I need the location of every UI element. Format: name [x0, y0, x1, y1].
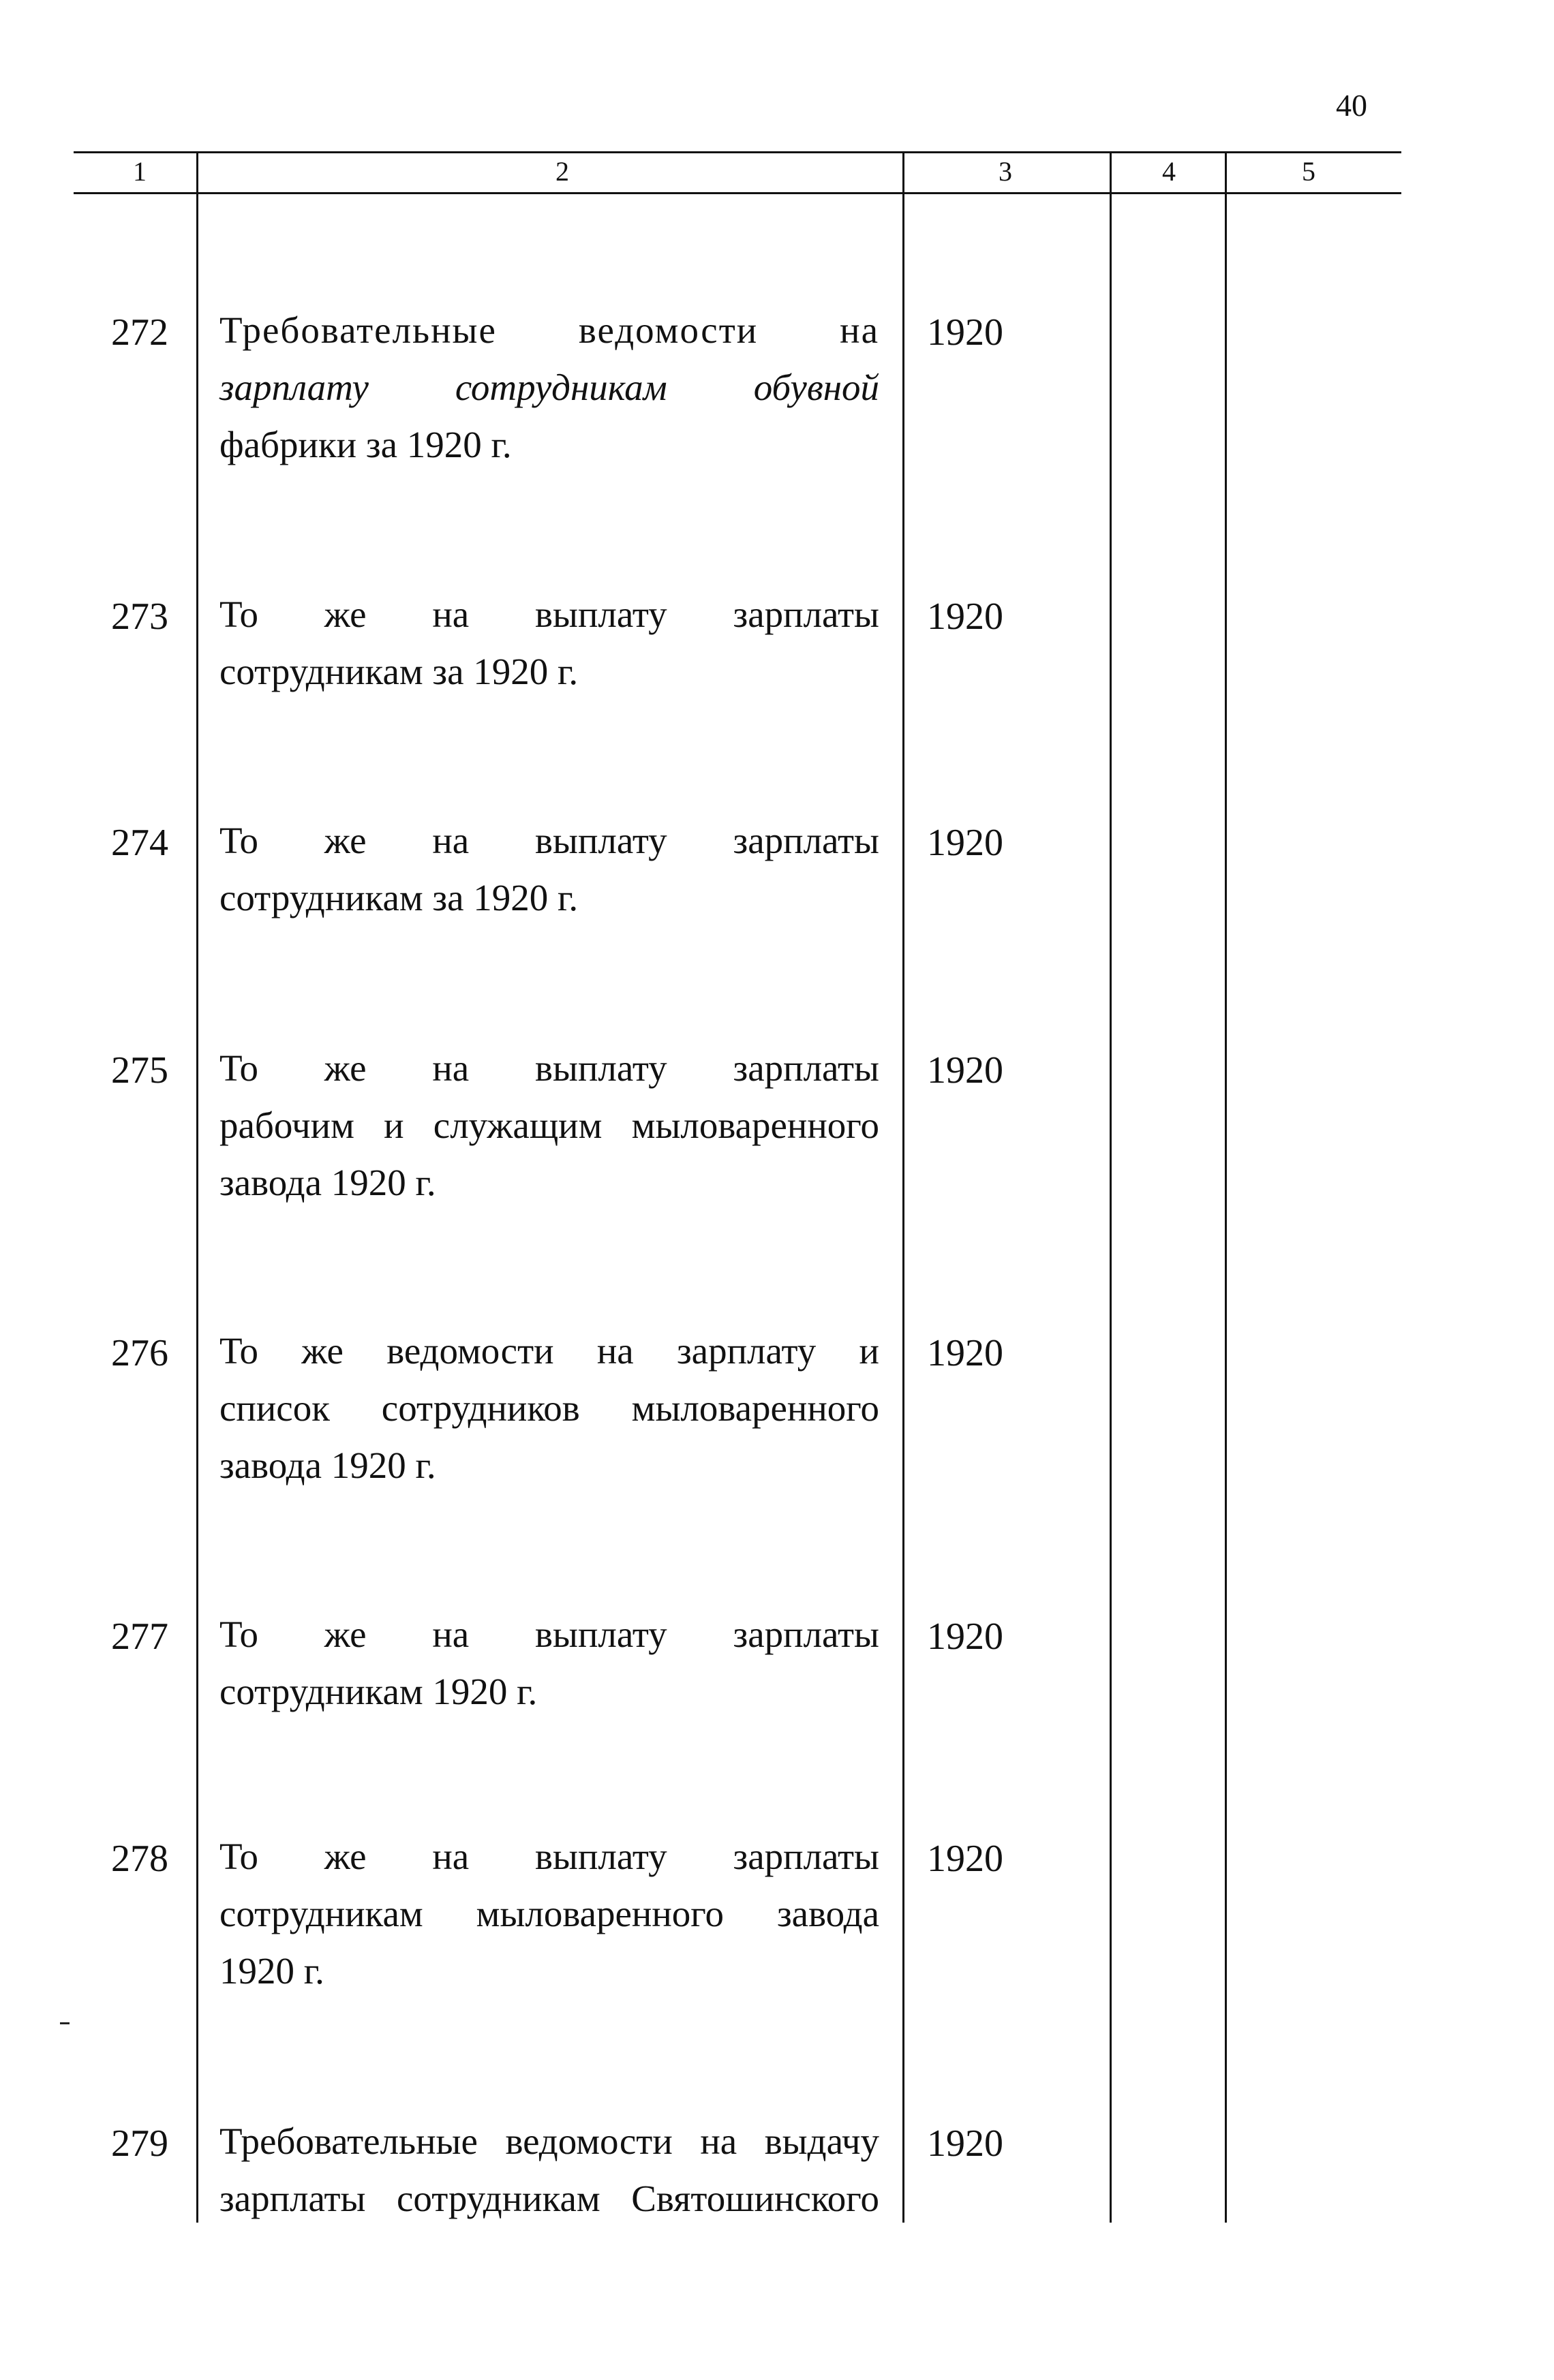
column-header-4: 4 — [1162, 156, 1176, 187]
description-line: То же ведомости на зарплату и — [219, 1330, 879, 1372]
description-line: сотрудникам за 1920 г. — [219, 877, 579, 918]
description-line: То же на выплату зарплаты — [219, 820, 879, 861]
column-header-3: 3 — [999, 156, 1012, 187]
description-line: сотрудникам 1920 г. — [219, 1671, 538, 1712]
row-year: 1920 — [927, 1616, 1003, 1658]
column-header-1: 1 — [133, 156, 147, 187]
table-top-rule — [74, 151, 1401, 153]
row-number: 279 — [111, 2122, 168, 2165]
row-description — [219, 1323, 879, 1494]
page-number: 40 — [1336, 88, 1367, 123]
row-number: 272 — [111, 311, 168, 354]
column-divider-1 — [196, 151, 198, 2223]
column-divider-4 — [1225, 151, 1227, 2223]
description-line: завода 1920 г. — [219, 1444, 436, 1486]
row-number: 278 — [111, 1838, 168, 1880]
row-year: 1920 — [927, 596, 1003, 638]
row-number: 275 — [111, 1049, 168, 1092]
row-year: 1920 — [927, 1332, 1003, 1374]
row-number: 276 — [111, 1332, 168, 1374]
row-year: 1920 — [927, 822, 1003, 864]
description-line: зарплаты сотрудникам Святошинского — [219, 2178, 879, 2219]
description-line: Требовательные ведомости на — [219, 309, 879, 351]
row-year: 1920 — [927, 311, 1003, 354]
row-number: 273 — [111, 596, 168, 638]
column-divider-2 — [902, 151, 904, 2223]
scan-mark — [60, 2022, 70, 2024]
description-line: То же на выплату зарплаты — [219, 1613, 879, 1655]
description-line: зарплату сотрудникам обувной — [219, 367, 879, 408]
description-line: Требовательные ведомости на выдачу — [219, 2120, 879, 2162]
row-number: 274 — [111, 822, 168, 864]
row-number: 277 — [111, 1616, 168, 1658]
row-year: 1920 — [927, 1049, 1003, 1092]
description-line: рабочим и служащим мыловаренного — [219, 1104, 879, 1146]
row-description — [219, 1040, 879, 1211]
description-line: сотрудникам за 1920 г. — [219, 651, 579, 692]
row-description — [219, 1828, 879, 2000]
description-line: То же на выплату зарплаты — [219, 1047, 879, 1089]
column-divider-3 — [1110, 151, 1112, 2223]
row-year: 1920 — [927, 1838, 1003, 1880]
row-year: 1920 — [927, 2122, 1003, 2165]
row-description — [219, 812, 879, 927]
description-line: То же на выплату зарплаты — [219, 593, 879, 635]
description-line: список сотрудников мыловаренного — [219, 1387, 879, 1429]
description-line: фабрики за 1920 г. — [219, 424, 512, 465]
row-description — [219, 302, 879, 474]
row-description — [219, 2113, 879, 2227]
row-description — [219, 1606, 879, 1720]
header-bottom-rule — [74, 192, 1401, 194]
description-line: 1920 г. — [219, 1950, 324, 1992]
column-header-5: 5 — [1302, 156, 1315, 187]
description-line: завода 1920 г. — [219, 1162, 436, 1203]
row-description — [219, 586, 879, 700]
description-line: То же на выплату зарплаты — [219, 1836, 879, 1877]
column-header-2: 2 — [555, 156, 569, 187]
description-line: сотрудникам мыловаренного завода — [219, 1893, 879, 1934]
